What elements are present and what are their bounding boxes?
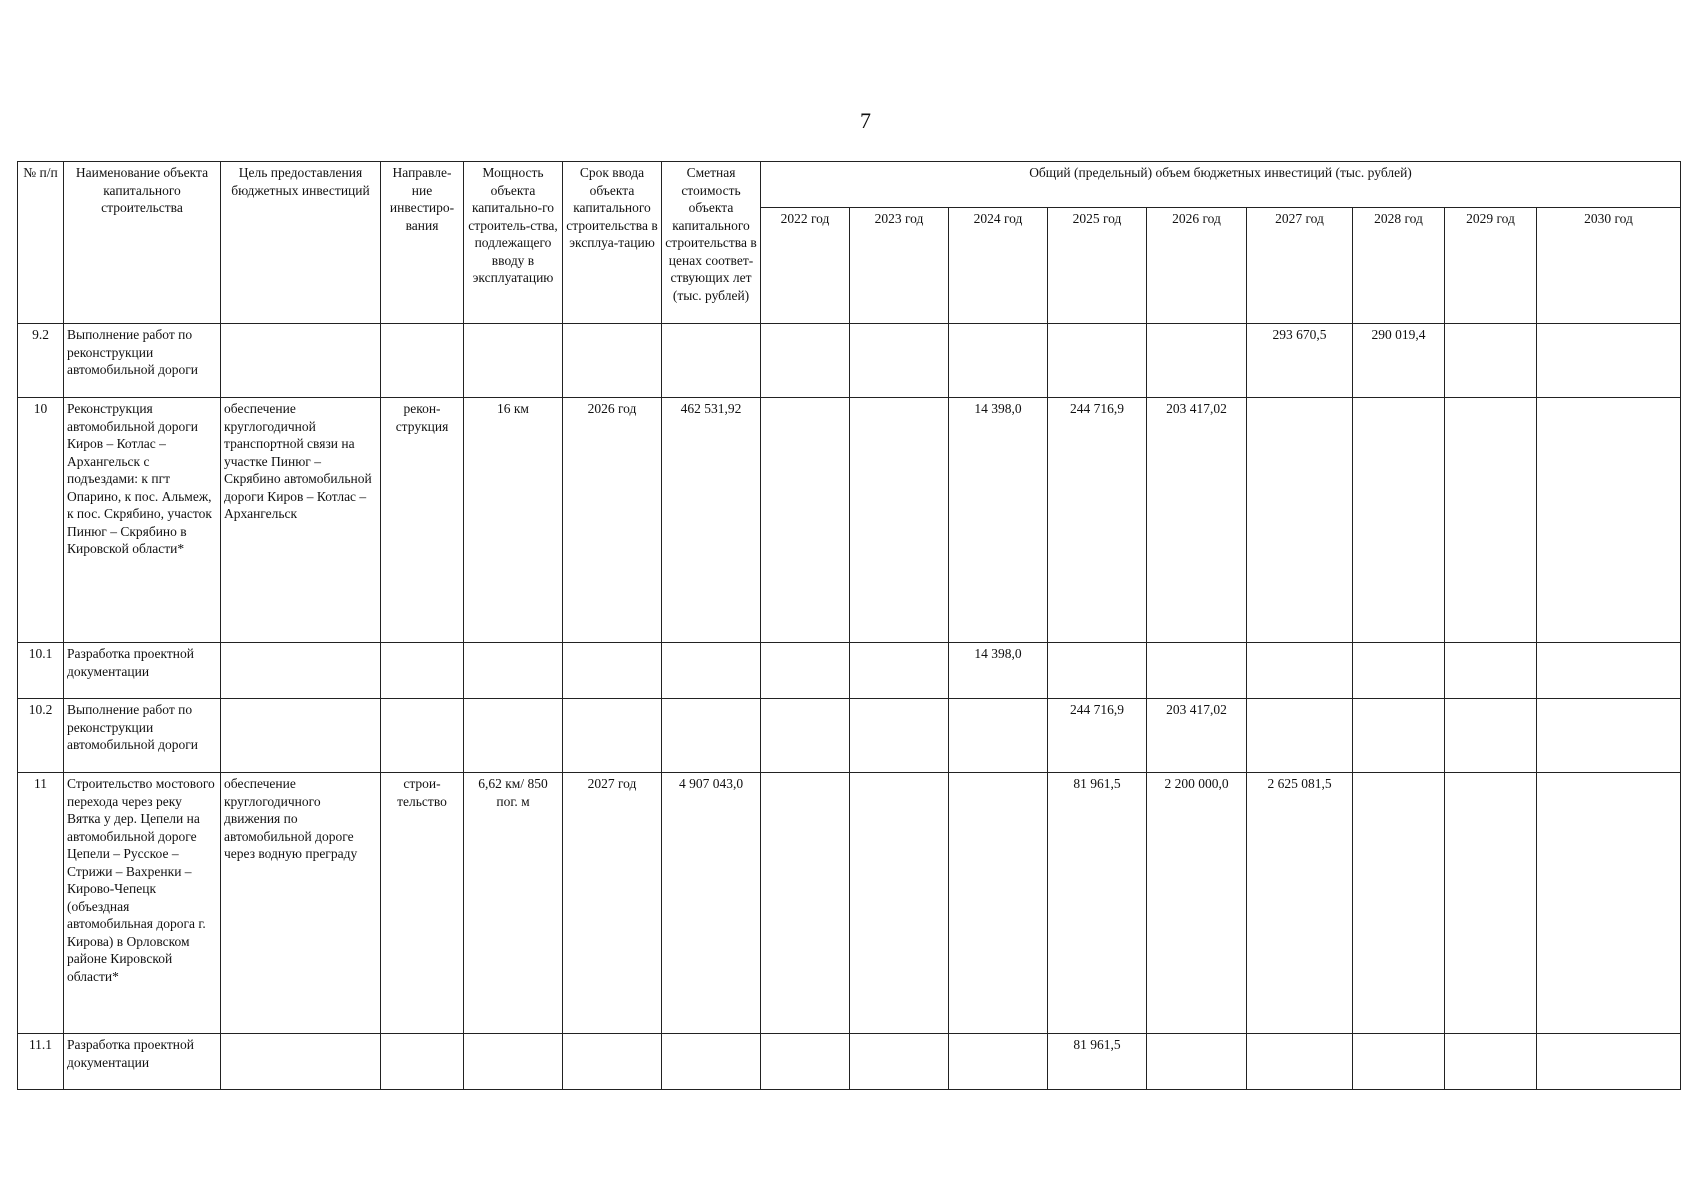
row-num: 11.1 — [18, 1034, 64, 1090]
header-name: Наименование объекта капитального строительства — [64, 162, 221, 324]
row-direction — [381, 1034, 464, 1090]
row-capacity — [464, 1034, 563, 1090]
row-cost: 462 531,92 — [662, 398, 761, 643]
header-year: 2022 год — [761, 208, 850, 324]
header-capacity: Мощность объекта капитально-го строитель-ства, подлежащего вводу в эксплуатацию — [464, 162, 563, 324]
row-year-value — [761, 699, 850, 773]
row-direction: рекон-струкция — [381, 398, 464, 643]
table-row — [18, 1034, 1681, 1090]
row-year-value — [1537, 398, 1681, 643]
row-name: Разработка проектной документации — [64, 643, 221, 699]
row-year-value — [949, 773, 1048, 1034]
row-deadline — [563, 699, 662, 773]
row-year-value — [761, 643, 850, 699]
header-year: 2025 год — [1048, 208, 1147, 324]
row-num: 10.1 — [18, 643, 64, 699]
row-year-value: 244 716,9 — [1048, 699, 1147, 773]
row-num: 10 — [18, 398, 64, 643]
header-year: 2028 год — [1353, 208, 1445, 324]
row-cost — [662, 1034, 761, 1090]
row-year-value — [1537, 1034, 1681, 1090]
row-num: 9.2 — [18, 324, 64, 398]
row-capacity — [464, 699, 563, 773]
row-year-value: 203 417,02 — [1147, 398, 1247, 643]
row-year-value — [1445, 1034, 1537, 1090]
row-year-value: 293 670,5 — [1247, 324, 1353, 398]
row-year-value — [1147, 1034, 1247, 1090]
row-goal: обеспечение круглогодичной транспортной связи на участке Пинюг – Скрябино автомобильной дороги Киров – Котлас – Архангельск — [221, 398, 381, 643]
row-year-value — [850, 324, 949, 398]
header-total: Общий (предельный) объем бюджетных инвестиций (тыс. рублей) — [761, 162, 1681, 208]
row-name: Выполнение работ по реконструкции автомобильной дороги — [64, 699, 221, 773]
row-year-value: 2 200 000,0 — [1147, 773, 1247, 1034]
row-year-value — [1247, 699, 1353, 773]
row-year-value — [1537, 643, 1681, 699]
row-year-value: 14 398,0 — [949, 398, 1048, 643]
header-year: 2030 год — [1537, 208, 1681, 324]
row-name: Выполнение работ по реконструкции автомобильной дороги — [64, 324, 221, 398]
row-year-value: 290 019,4 — [1353, 324, 1445, 398]
row-year-value — [949, 699, 1048, 773]
investment-table — [17, 161, 1681, 1090]
row-year-value — [850, 398, 949, 643]
row-capacity — [464, 324, 563, 398]
row-year-value — [1353, 699, 1445, 773]
row-year-value — [1247, 398, 1353, 643]
row-capacity: 16 км — [464, 398, 563, 643]
header-year: 2024 год — [949, 208, 1048, 324]
header-cost: Сметная стоимость объекта капитального строительства в ценах соответ-ствующих лет (тыс. рублей) — [662, 162, 761, 324]
row-year-value — [850, 1034, 949, 1090]
row-year-value — [949, 324, 1048, 398]
row-year-value — [1537, 699, 1681, 773]
table-row — [18, 324, 1681, 398]
row-year-value — [761, 1034, 850, 1090]
row-year-value — [761, 398, 850, 643]
header-year: 2023 год — [850, 208, 949, 324]
header-deadline: Срок ввода объекта капитального строительства в эксплуа-тацию — [563, 162, 662, 324]
row-year-value — [1445, 773, 1537, 1034]
row-cost — [662, 643, 761, 699]
header-year: 2029 год — [1445, 208, 1537, 324]
row-year-value — [1147, 643, 1247, 699]
row-capacity: 6,62 км/ 850 пог. м — [464, 773, 563, 1034]
row-goal — [221, 1034, 381, 1090]
table-row — [18, 398, 1681, 643]
row-year-value — [1353, 1034, 1445, 1090]
row-year-value: 81 961,5 — [1048, 773, 1147, 1034]
row-year-value: 203 417,02 — [1147, 699, 1247, 773]
header-goal: Цель предоставления бюджетных инвестиций — [221, 162, 381, 324]
row-year-value: 2 625 081,5 — [1247, 773, 1353, 1034]
row-goal — [221, 699, 381, 773]
table-row — [18, 699, 1681, 773]
row-year-value — [850, 773, 949, 1034]
row-name: Реконструкция автомобильной дороги Киров – Котлас – Архангельск с подъездами: к пгт Опарино, к пос. Альмеж, к пос. Скрябино, участок Пинюг – Скрябино в Кировской области* — [64, 398, 221, 643]
header-num: № п/п — [18, 162, 64, 324]
row-direction: строи-тельство — [381, 773, 464, 1034]
row-year-value — [850, 699, 949, 773]
row-year-value — [1048, 324, 1147, 398]
row-direction — [381, 643, 464, 699]
row-num: 11 — [18, 773, 64, 1034]
row-year-value — [1048, 643, 1147, 699]
row-cost: 4 907 043,0 — [662, 773, 761, 1034]
row-name: Разработка проектной документации — [64, 1034, 221, 1090]
row-year-value: 81 961,5 — [1048, 1034, 1147, 1090]
row-direction — [381, 699, 464, 773]
row-year-value — [1537, 773, 1681, 1034]
row-year-value — [761, 324, 850, 398]
row-deadline — [563, 1034, 662, 1090]
page-number: 7 — [860, 108, 871, 133]
header-year: 2026 год — [1147, 208, 1247, 324]
row-year-value — [1247, 1034, 1353, 1090]
row-year-value: 14 398,0 — [949, 643, 1048, 699]
row-year-value — [1445, 643, 1537, 699]
row-year-value — [1147, 324, 1247, 398]
row-deadline: 2027 год — [563, 773, 662, 1034]
row-capacity — [464, 643, 563, 699]
row-year-value — [1353, 398, 1445, 643]
row-goal — [221, 643, 381, 699]
row-name: Строительство мостового перехода через реку Вятка у дер. Цепели на автомобильной дороге Цепели – Русское – Стрижи – Вахренки – Кирово-Чепецк (объездная автомобильная дорога г. Кирова) в Орловском районе Кировской области* — [64, 773, 221, 1034]
row-year-value — [1445, 324, 1537, 398]
row-goal: обеспечение круглогодичного движения по автомобильной дороге через водную преграду — [221, 773, 381, 1034]
row-year-value — [949, 1034, 1048, 1090]
row-year-value: 244 716,9 — [1048, 398, 1147, 643]
row-cost — [662, 699, 761, 773]
row-deadline — [563, 324, 662, 398]
row-deadline — [563, 643, 662, 699]
row-year-value — [1247, 643, 1353, 699]
row-year-value — [1353, 773, 1445, 1034]
row-num: 10.2 — [18, 699, 64, 773]
table-row — [18, 773, 1681, 1034]
row-year-value — [1353, 643, 1445, 699]
row-direction — [381, 324, 464, 398]
row-year-value — [1537, 324, 1681, 398]
row-deadline: 2026 год — [563, 398, 662, 643]
row-goal — [221, 324, 381, 398]
row-year-value — [761, 773, 850, 1034]
table-row — [18, 643, 1681, 699]
header-direction: Направле-ние инвестиро-вания — [381, 162, 464, 324]
row-year-value — [1445, 398, 1537, 643]
row-year-value — [1445, 699, 1537, 773]
row-year-value — [850, 643, 949, 699]
header-year: 2027 год — [1247, 208, 1353, 324]
row-cost — [662, 324, 761, 398]
